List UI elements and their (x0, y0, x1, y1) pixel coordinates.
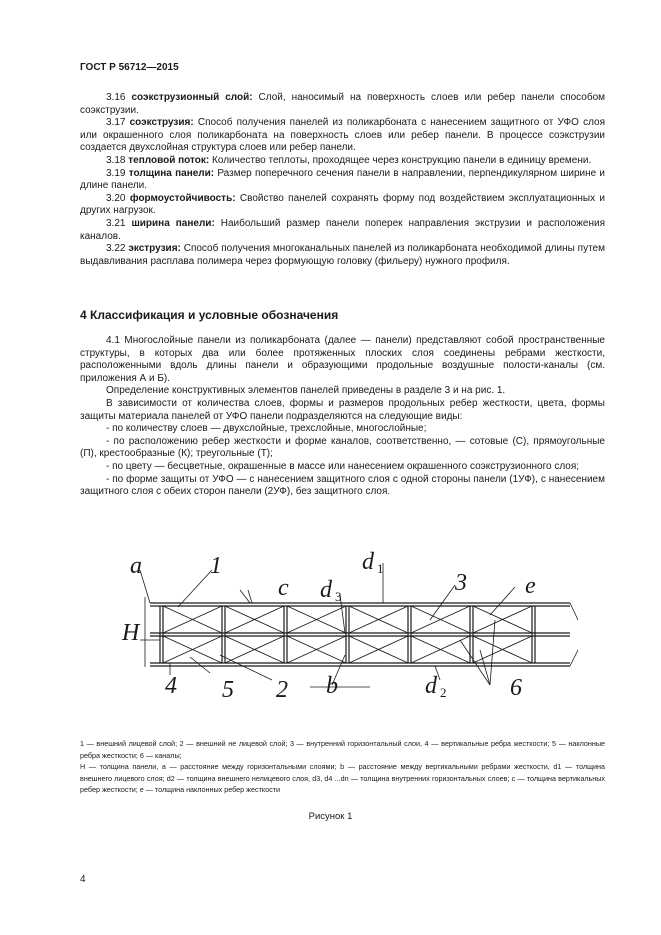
term-text: Слой, наносимый на поверхность слоев или ребер панели способом соэкструзии. (80, 92, 606, 116)
label-d3-subscript: 3 (335, 589, 342, 604)
label-c: c (278, 575, 289, 601)
term-text: Свойство панелей сохранять форму под воздействием эксплуатационных и других нагрузок. (80, 192, 605, 217)
term-name: соэкструзионный слой: (131, 92, 253, 103)
figure-notes-line2: H — толщина панели, a — расстояние между горизонтальными слоями; b — расстояние между вертикальными ребрами жесткости, d1 — толщина внешнего лицевого слоя; d2 — толщина внешнего нелицевого слоя, d3, d4 ...dn — толщина внутренних горизонтальных слоев; c — толщина вертикальных ребер жесткости; e — толщина наклонных ребер жесткости (80, 762, 605, 794)
term-number: 3.17 (106, 117, 126, 129)
paragraph: - по цвету — бесцветные, окрашенные в массе или нанесением окрашенного соэкструзионного слоя; (106, 460, 580, 472)
paragraph: Определение конструктивных элементов панелей приведены в разделе 3 и на рис. 1. (106, 385, 506, 397)
label-3: 3 (455, 570, 467, 596)
term-text: Размер поперечного сечения панели в направлении, перпендикулярном ширине и длине панели. (80, 167, 605, 192)
term-number: 3.20 (106, 192, 126, 204)
term-name: формоустойчивость: (129, 192, 236, 204)
page-number: 4 (80, 874, 86, 885)
label-d3: d (320, 577, 332, 603)
term-text: Количество теплоты, проходящее через конструкцию панели в единицу времени. (209, 154, 592, 166)
term-name: ширина панели: (131, 217, 215, 229)
label-H: H (122, 620, 140, 646)
leader-line (480, 650, 490, 685)
term-name: тепловой поток: (128, 154, 210, 166)
term-number: 3.19 (106, 167, 126, 179)
paragraph: - по количеству слоев — двухслойные, трехслойные, многослойные; (106, 423, 427, 435)
paragraph: - по расположению ребер жесткости и форме каналов, соответственно, — сотовые (С), прямоугольные (П), крестообразные (К); треугольные (Т); (80, 435, 605, 460)
figure-notes-line1: 1 — внешний лицевой слой; 2 — внешний не лицевой слой; 3 — внутренний горизонтальный слои, 4 — вертикальные ребра жесткости; 5 — наклонные ребра жесткости; 6 — каналы; (80, 739, 605, 760)
leader-line (178, 570, 212, 607)
term-definition (80, 193, 605, 218)
figure-notes (80, 738, 605, 796)
term-definition (80, 117, 605, 155)
label-a: a (130, 553, 142, 579)
term-text: Способ получения панелей из поликарбоната с нанесением защитного от УФО слоя или окрашенного слоя поликарбоната на поверхность слоев или ребер панели. В процессе соэкструзии создается двухслойная структура слоев или ребер панели. (80, 117, 605, 154)
document-header: ГОСТ Р 56712—2015 (80, 62, 179, 73)
section-title: 4 Классификация и условные обозначения (80, 308, 339, 322)
break-line (570, 650, 578, 666)
paragraph: 4.1 Многослойные панели из поликарбоната (далее — панели) представляют собой пространственные структуры, в которых два или более протяженных плоских слоя соединены ребрами жесткости, расположенными вдоль длины панели и образующими продольные воздушные полости-каналы (см. приложения А и Б). (80, 335, 605, 384)
term-name: экструзия: (128, 243, 181, 255)
label-1: 1 (210, 553, 222, 579)
term-number: 3.16 (106, 92, 126, 103)
label-b: b (326, 673, 338, 699)
term-text: Способ получения многоканальных панелей из поликарбоната необходимой длины путем выдавливания расплава полимера через формующую головку (фильеру) нужного профиля. (80, 243, 605, 267)
term-number: 3.21 (106, 217, 126, 229)
terms-block (80, 92, 605, 268)
term-definition (80, 218, 605, 243)
term-name: толщина панели: (128, 167, 215, 179)
label-d2: d (425, 673, 437, 699)
paragraph: - по форме защиты от УФО — с нанесением защитного слоя с одной стороны панели (1УФ), с нанесением защитного слоя с обеих сторон панели (2УФ), без защитного слоя. (80, 473, 605, 498)
term-number: 3.22 (106, 243, 126, 255)
term-name: соэкструзия: (129, 117, 194, 129)
label-4: 4 (165, 673, 177, 699)
figure-title: Рисунок 1 (308, 811, 353, 822)
term-definition (80, 92, 605, 117)
label-d1-subscript: 1 (377, 561, 384, 576)
term-definition (80, 155, 605, 168)
term-definition (80, 243, 605, 268)
leader-line (490, 620, 495, 685)
leader-line (190, 657, 210, 673)
term-text: Наибольший размер панели поперек направления экструзии и расположения каналов. (80, 217, 605, 242)
label-6: 6 (510, 675, 522, 701)
panel-cross-section-diagram (100, 545, 580, 705)
label-e: e (525, 573, 536, 599)
label-2: 2 (276, 677, 288, 703)
section-body (80, 335, 605, 499)
paragraph: В зависимости от количества слоев, формы и размеров продольных ребер жесткости, цвета, формы защиты материала панелей от УФО панели подразделяются на следующие виды: (80, 397, 605, 422)
label-d1: d (362, 549, 374, 575)
term-definition (80, 168, 605, 193)
term-number: 3.18 (106, 154, 126, 166)
label-d2-subscript: 2 (440, 685, 447, 700)
break-line (570, 603, 578, 620)
label-5: 5 (222, 677, 234, 703)
leader-line (490, 587, 515, 615)
